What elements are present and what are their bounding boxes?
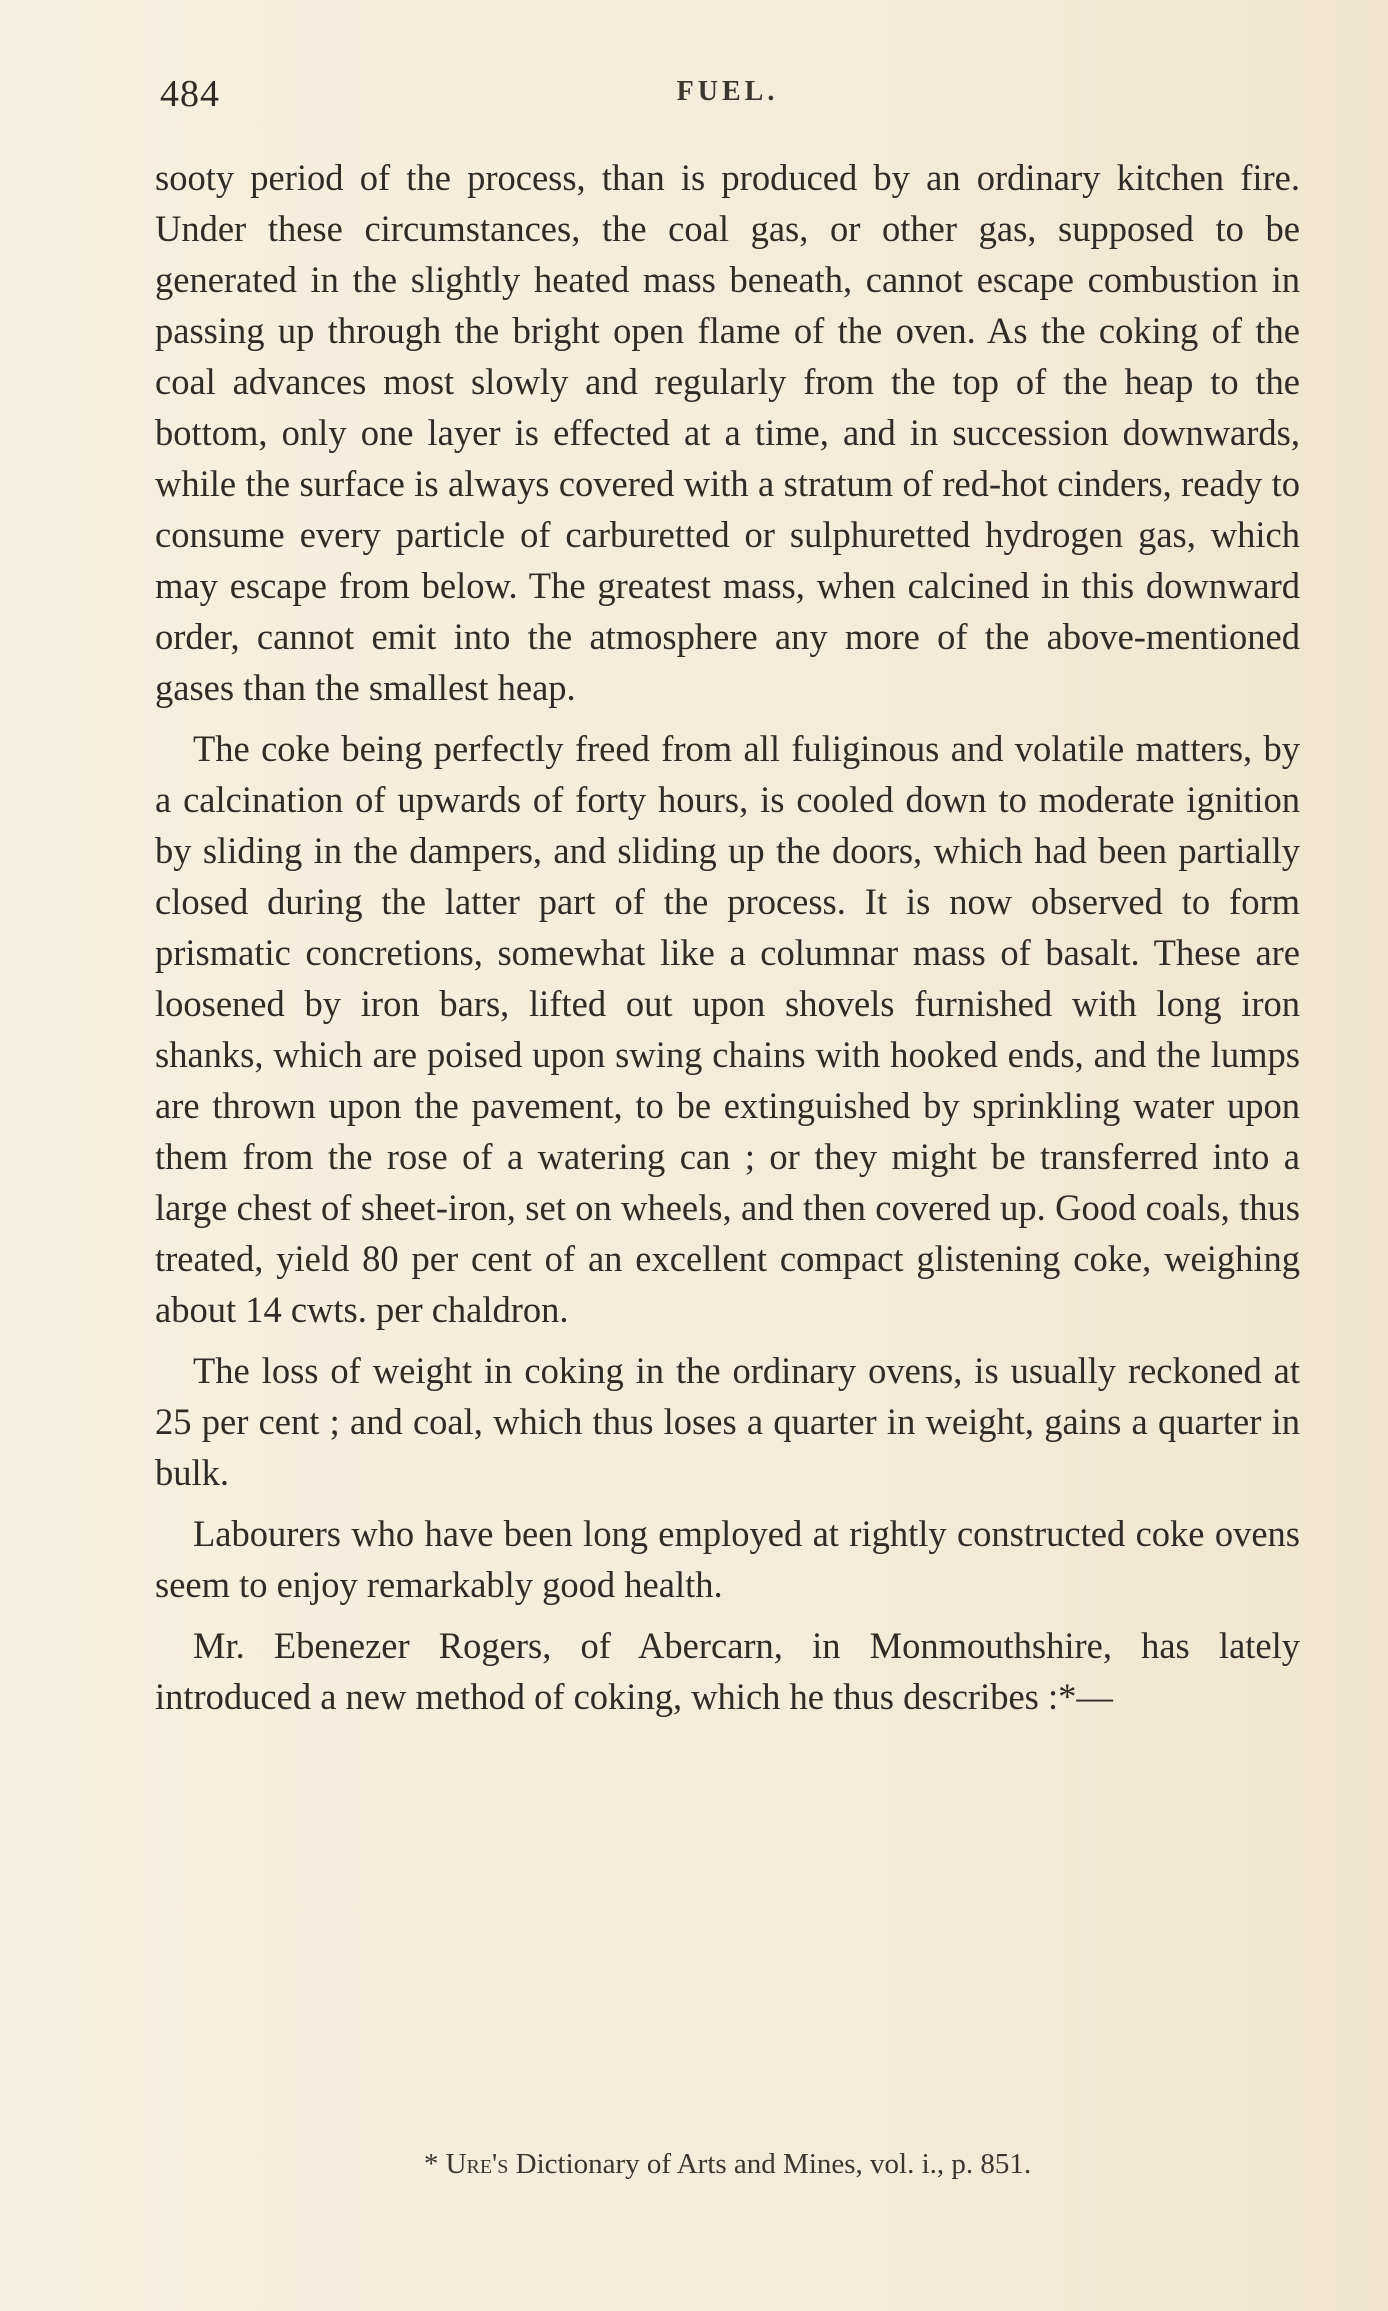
paragraph-4: Labourers who have been long employed at rightly constructed coke ovens seem to enjoy remarkably good health. bbox=[155, 1513, 1300, 1605]
footnote bbox=[155, 2148, 1300, 2181]
paragraph-5: Mr. Ebenezer Rogers, of Abercarn, in Monmouthshire, has lately introduced a new method of coking, which he thus describes :*— bbox=[155, 1625, 1300, 1717]
page-number: 484 bbox=[160, 73, 220, 115]
running-head bbox=[155, 72, 1300, 122]
footnote-text: Dictionary of Arts and Mines, vol. i., p. 851. bbox=[515, 2148, 1032, 2180]
chapter-title: FUEL. bbox=[676, 76, 779, 107]
paragraph-1: sooty period of the process, than is produced by an ordinary kitchen fire. Under these circumstances, the coal gas, or other gas, supposed to be generated in the slightly heated mass beneath, cannot escape combustion in passing up through the bright open flame of the oven. As the coking of the coal advances most slowly and regularly from the top of the heap to the bottom, only one layer is effected at a time, and in succession downwards, while the surface is always covered with a stratum of red-hot cinders, ready to consume every particle of carburetted or sulphuretted hydrogen gas, which may escape from below. The greatest mass, when calcined in this downward order, cannot emit into the atmosphere any more of the above-mentioned gases than the smallest heap. bbox=[155, 157, 1300, 708]
footnote-author: Ure's bbox=[445, 2148, 509, 2180]
footnote-marker: * bbox=[423, 2148, 439, 2180]
paragraph-2: The coke being perfectly freed from all fuliginous and volatile matters, by a calcination of upwards of forty hours, is cooled down to moderate ignition by sliding in the dampers, and sliding up the doors, which had been partially closed during the latter part of the process. It is now observed to form prismatic concretions, somewhat like a columnar mass of basalt. These are loosened by iron bars, lifted out upon shovels furnished with long iron shanks, which are poised upon swing chains with hooked ends, and the lumps are thrown upon the pavement, to be extinguished by sprinkling water upon them from the rose of a watering can ; or they might be transferred into a large chest of sheet-iron, set on wheels, and then covered up. Good coals, thus treated, yield 80 per cent of an excellent compact glistening coke, weighing about 14 cwts. per chaldron. bbox=[155, 728, 1300, 1330]
paragraph-3: The loss of weight in coking in the ordinary ovens, is usually reckoned at 25 per cent ; and coal, which thus loses a quarter in weight, gains a quarter in bulk. bbox=[155, 1350, 1300, 1493]
body-text bbox=[155, 152, 1300, 1732]
